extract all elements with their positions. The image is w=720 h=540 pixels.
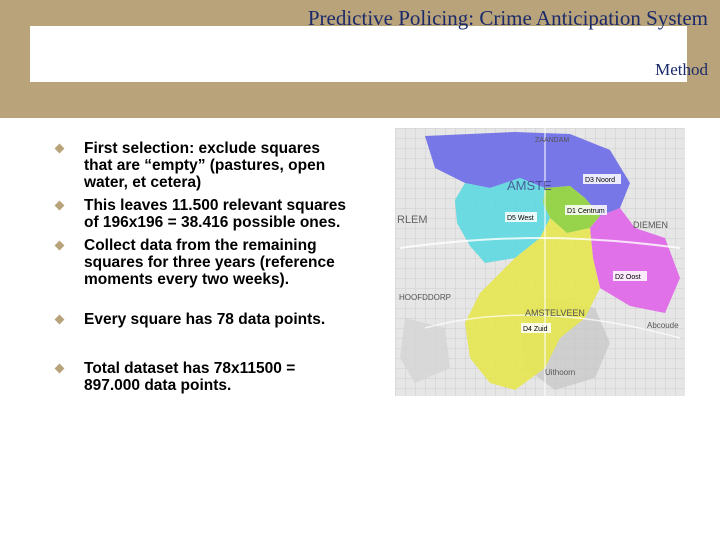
bullet-item <box>56 140 346 191</box>
bullet-list <box>56 140 346 394</box>
map-label-uithoorn: Uithoorn <box>545 368 576 377</box>
bullet-item <box>56 360 346 394</box>
bullet-text: Every square has 78 data points. <box>84 311 326 328</box>
map-label-zaandam: ZAANDAM <box>535 137 570 144</box>
diamond-bullet-icon <box>55 241 65 251</box>
district-label-oost: D2 Oost <box>615 274 641 281</box>
bullet-item <box>56 197 346 231</box>
diamond-bullet-icon <box>55 364 65 374</box>
district-label-west: D5 West <box>507 215 534 222</box>
diamond-bullet-icon <box>55 201 65 211</box>
bullet-text: Total dataset has 78x11500 = 897.000 data points. <box>84 360 296 394</box>
bullet-item <box>56 237 346 288</box>
bullet-text: Collect data from the remaining squares for three years (reference moments every two weeks). <box>84 237 335 288</box>
map-label-haarlem: RLEM <box>397 214 428 226</box>
header-band <box>0 0 720 118</box>
map-label-abcoude: Abcoude <box>647 321 679 330</box>
district-label-noord: D3 Noord <box>585 177 615 184</box>
diamond-bullet-icon <box>55 144 65 154</box>
map-label-amstelveen: AMSTELVEEN <box>525 308 585 318</box>
diamond-bullet-icon <box>55 315 65 325</box>
map-label-hoofddorp: HOOFDDORP <box>399 293 451 302</box>
slide-title: Predictive Policing: Crime Anticipation System <box>307 6 708 30</box>
district-label-centrum: D1 Centrum <box>567 208 605 215</box>
bullet-text: This leaves 11.500 relevant squares of 196x196 = 38.416 possible ones. <box>84 197 346 231</box>
district-label-zuid: D4 Zuid <box>523 326 548 333</box>
map-label-diemen: DIEMEN <box>633 220 669 230</box>
bullet-text: First selection: exclude squares that are “empty” (pastures, open water, et cetera) <box>84 140 326 191</box>
bullet-item <box>56 311 346 328</box>
slide-subtitle: Method <box>655 60 708 79</box>
header-box <box>30 26 687 82</box>
district-map-svg <box>395 128 685 396</box>
map-label-amsterdam: AMSTE <box>507 178 552 193</box>
district-map <box>395 128 685 396</box>
